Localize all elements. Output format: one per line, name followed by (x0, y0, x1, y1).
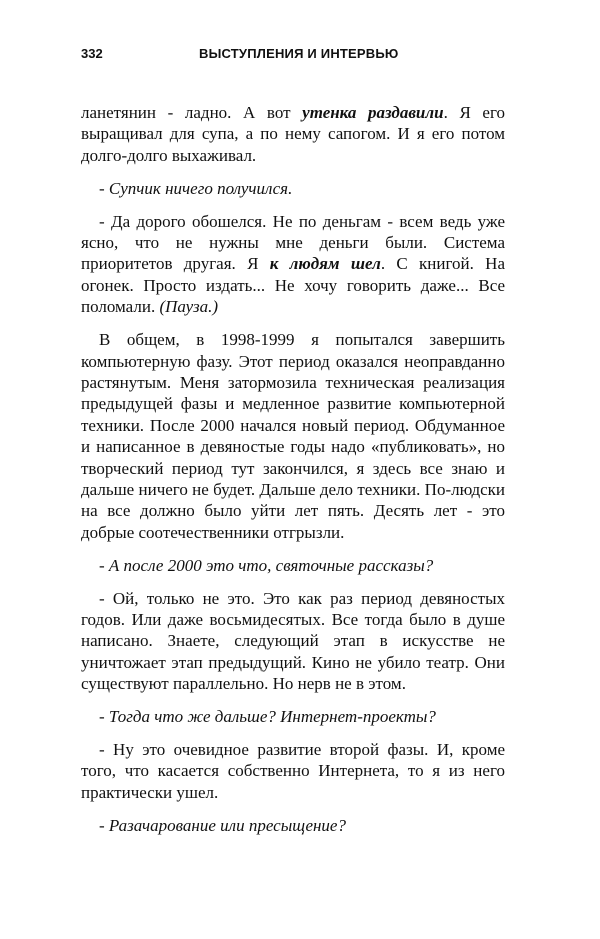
paragraph-2-pause: (Пауза.) (159, 297, 219, 317)
paragraph-5: - Ну это очевидное развитие второй фазы. И, кроме того, что касается собственно Интернета, то я из него практически ушел. (81, 740, 505, 802)
page-body (81, 102, 505, 848)
page-number: 332 (81, 46, 103, 61)
paragraph-2-text-a: - Да дорого обошелся. Не по деньгам - всем ведь уже ясно, что не нужны мне деньги были. Система приоритетов другая. Я (81, 211, 505, 274)
paragraph-1-text-a: ланетянин - ладно. А вот (81, 103, 303, 122)
paragraph-2 (81, 211, 505, 318)
question-4: - Разачарование или пресыщение? (99, 815, 346, 835)
question-1: - Супчик ничего получился. (99, 178, 293, 198)
question-2: - А после 2000 это что, святочные рассказы? (99, 555, 434, 575)
paragraph-1-text-c: . Я его выращивал для супа, а по нему сапогом. И я его потом долго-долго выхаживал. (81, 103, 505, 165)
paragraph-3: В общем, в 1998-1999 я попытался завершить компьютерную фазу. Этот период оказался неоправданно растянутым. Меня затормозила техническая реализация предыдущей фазы и медленное развитие компьютерной техники. После 2000 начался новый период. Обдуманное и написанное в девяностые годы надо «публиковать», но творческий период тут закончился, я здесь все знаю и дальше ничего не будет. Дальше дело техники. По-людски на все должно было уйти лет пять. Десять лет - это добрые соотечественники отгрызли. (81, 330, 505, 542)
paragraph-1-emphasis: утенка раздавили (302, 103, 444, 122)
question-3: - Тогда что же дальше? Интернет-проекты? (99, 707, 436, 727)
running-title: ВЫСТУПЛЕНИЯ И ИНТЕРВЬЮ (199, 46, 399, 61)
paragraph-2-emphasis: к людям шел (269, 254, 381, 274)
paragraph-2-text-c: . С книгой. На огонек. Просто издать... Не хочу говорить даже... Все поломали. (81, 254, 505, 317)
paragraph-4: - Ой, только не это. Это как раз период девяностых годов. Или даже восьмидесятых. Все тогда было в душе написано. Знаете, следующий этап в искусстве не уничтожает этап предыдущий. Кино не убило театр. Они существуют параллельно. Но нерв не в этом. (81, 588, 505, 694)
paragraph-1 (81, 102, 505, 166)
page-header (81, 46, 506, 66)
